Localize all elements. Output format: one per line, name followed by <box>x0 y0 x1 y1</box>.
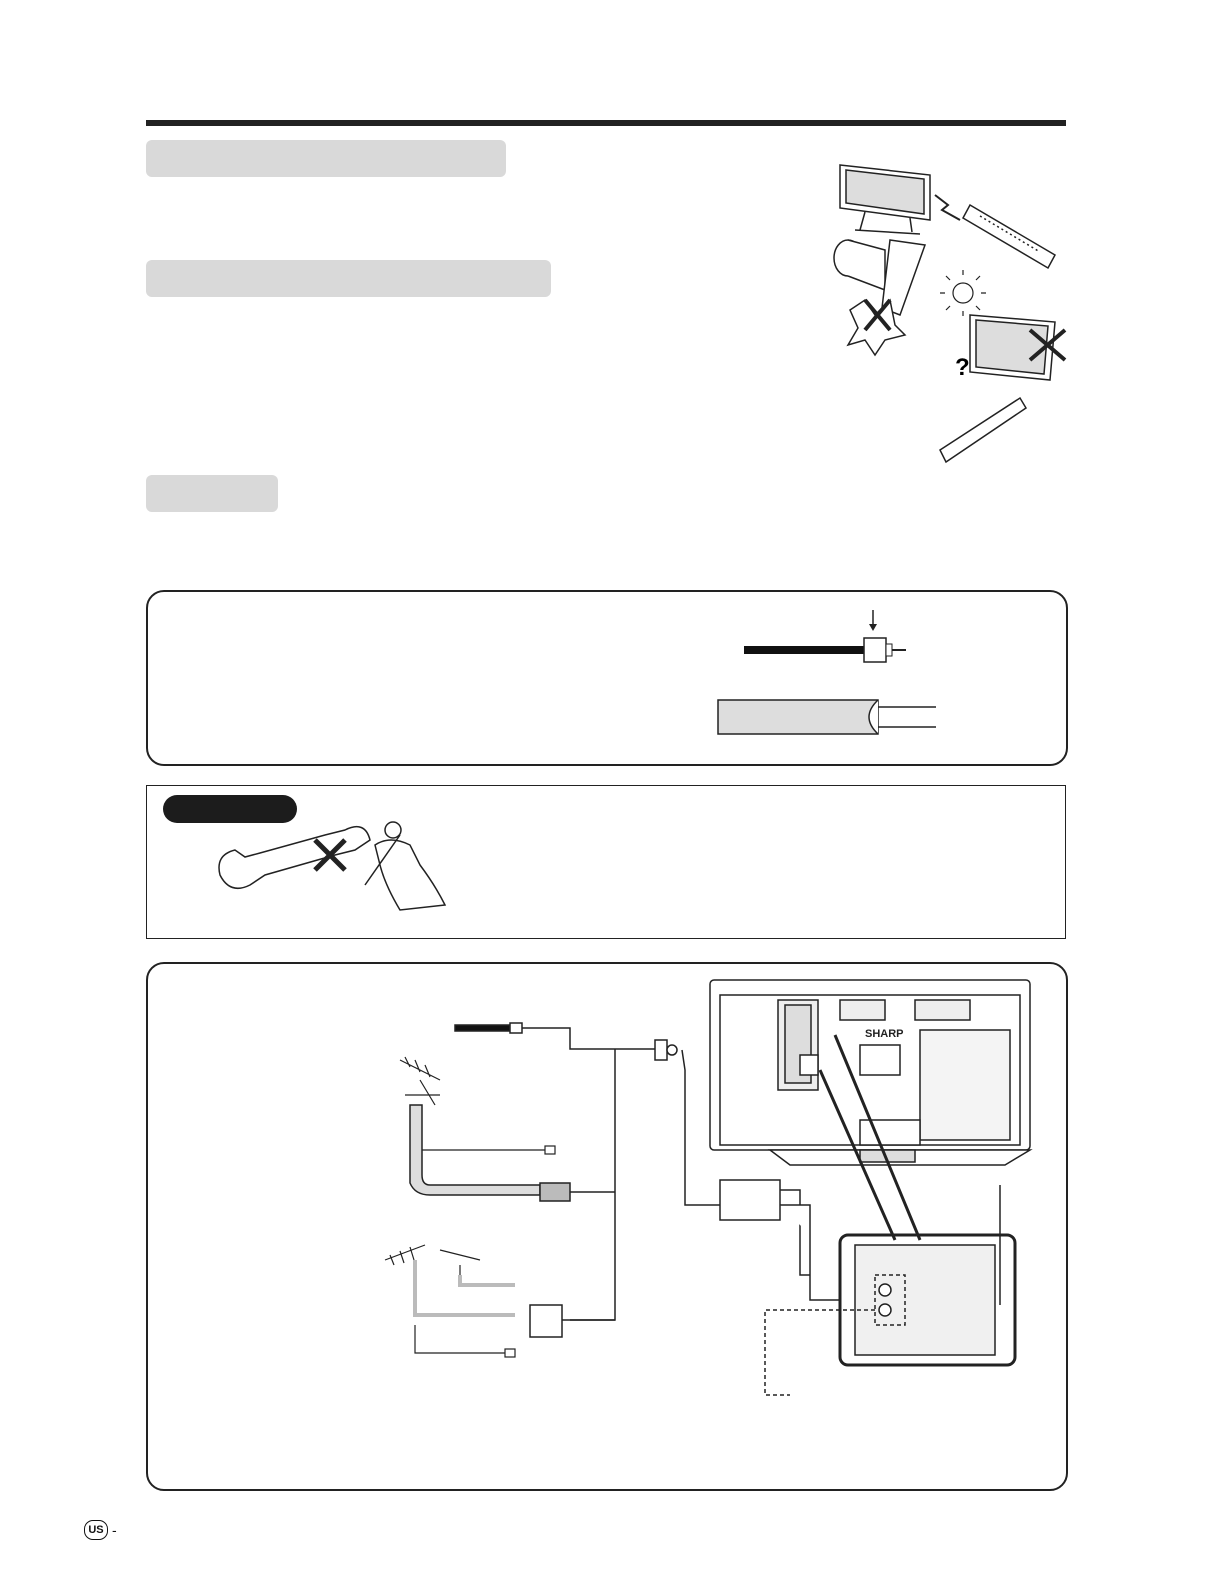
dropped-remote-icon <box>834 240 925 355</box>
brand-logo: SHARP <box>865 1028 904 1040</box>
region-badge: US <box>84 1520 108 1540</box>
hand-icon <box>365 822 445 910</box>
section-heading-3 <box>146 475 278 512</box>
separate-antennas-icon <box>385 1245 515 1357</box>
antenna-connection-diagram <box>380 975 1030 1405</box>
page-number-separator: - <box>112 1522 117 1538</box>
tv-front-icon <box>840 165 930 234</box>
tighten-by-hand-illustration <box>215 815 465 915</box>
wall-outlet-icon <box>570 1040 685 1320</box>
sun-icon <box>940 270 986 316</box>
tv-obstructed-icon <box>970 315 1065 380</box>
wrench-icon <box>219 827 370 889</box>
twin-lead-cable-icon <box>718 700 936 734</box>
remote-usage-illustration <box>820 150 1070 480</box>
warning-question-mark: ? <box>955 354 970 381</box>
page-footer <box>84 1520 117 1540</box>
vhf-uhf-antenna-icon <box>400 1057 555 1154</box>
header-rule <box>146 120 1066 126</box>
section-heading-2 <box>146 260 551 297</box>
cable-illustration <box>700 610 960 750</box>
remote-control-angled-icon <box>940 398 1026 462</box>
coaxial-cable-icon <box>744 610 906 662</box>
twin-lead-feed-icon <box>410 1105 615 1201</box>
section-heading-1 <box>146 140 506 177</box>
cable-top-icon <box>455 1023 655 1049</box>
tv-rear-view <box>710 980 1030 1165</box>
remote-control-icon <box>963 205 1055 268</box>
